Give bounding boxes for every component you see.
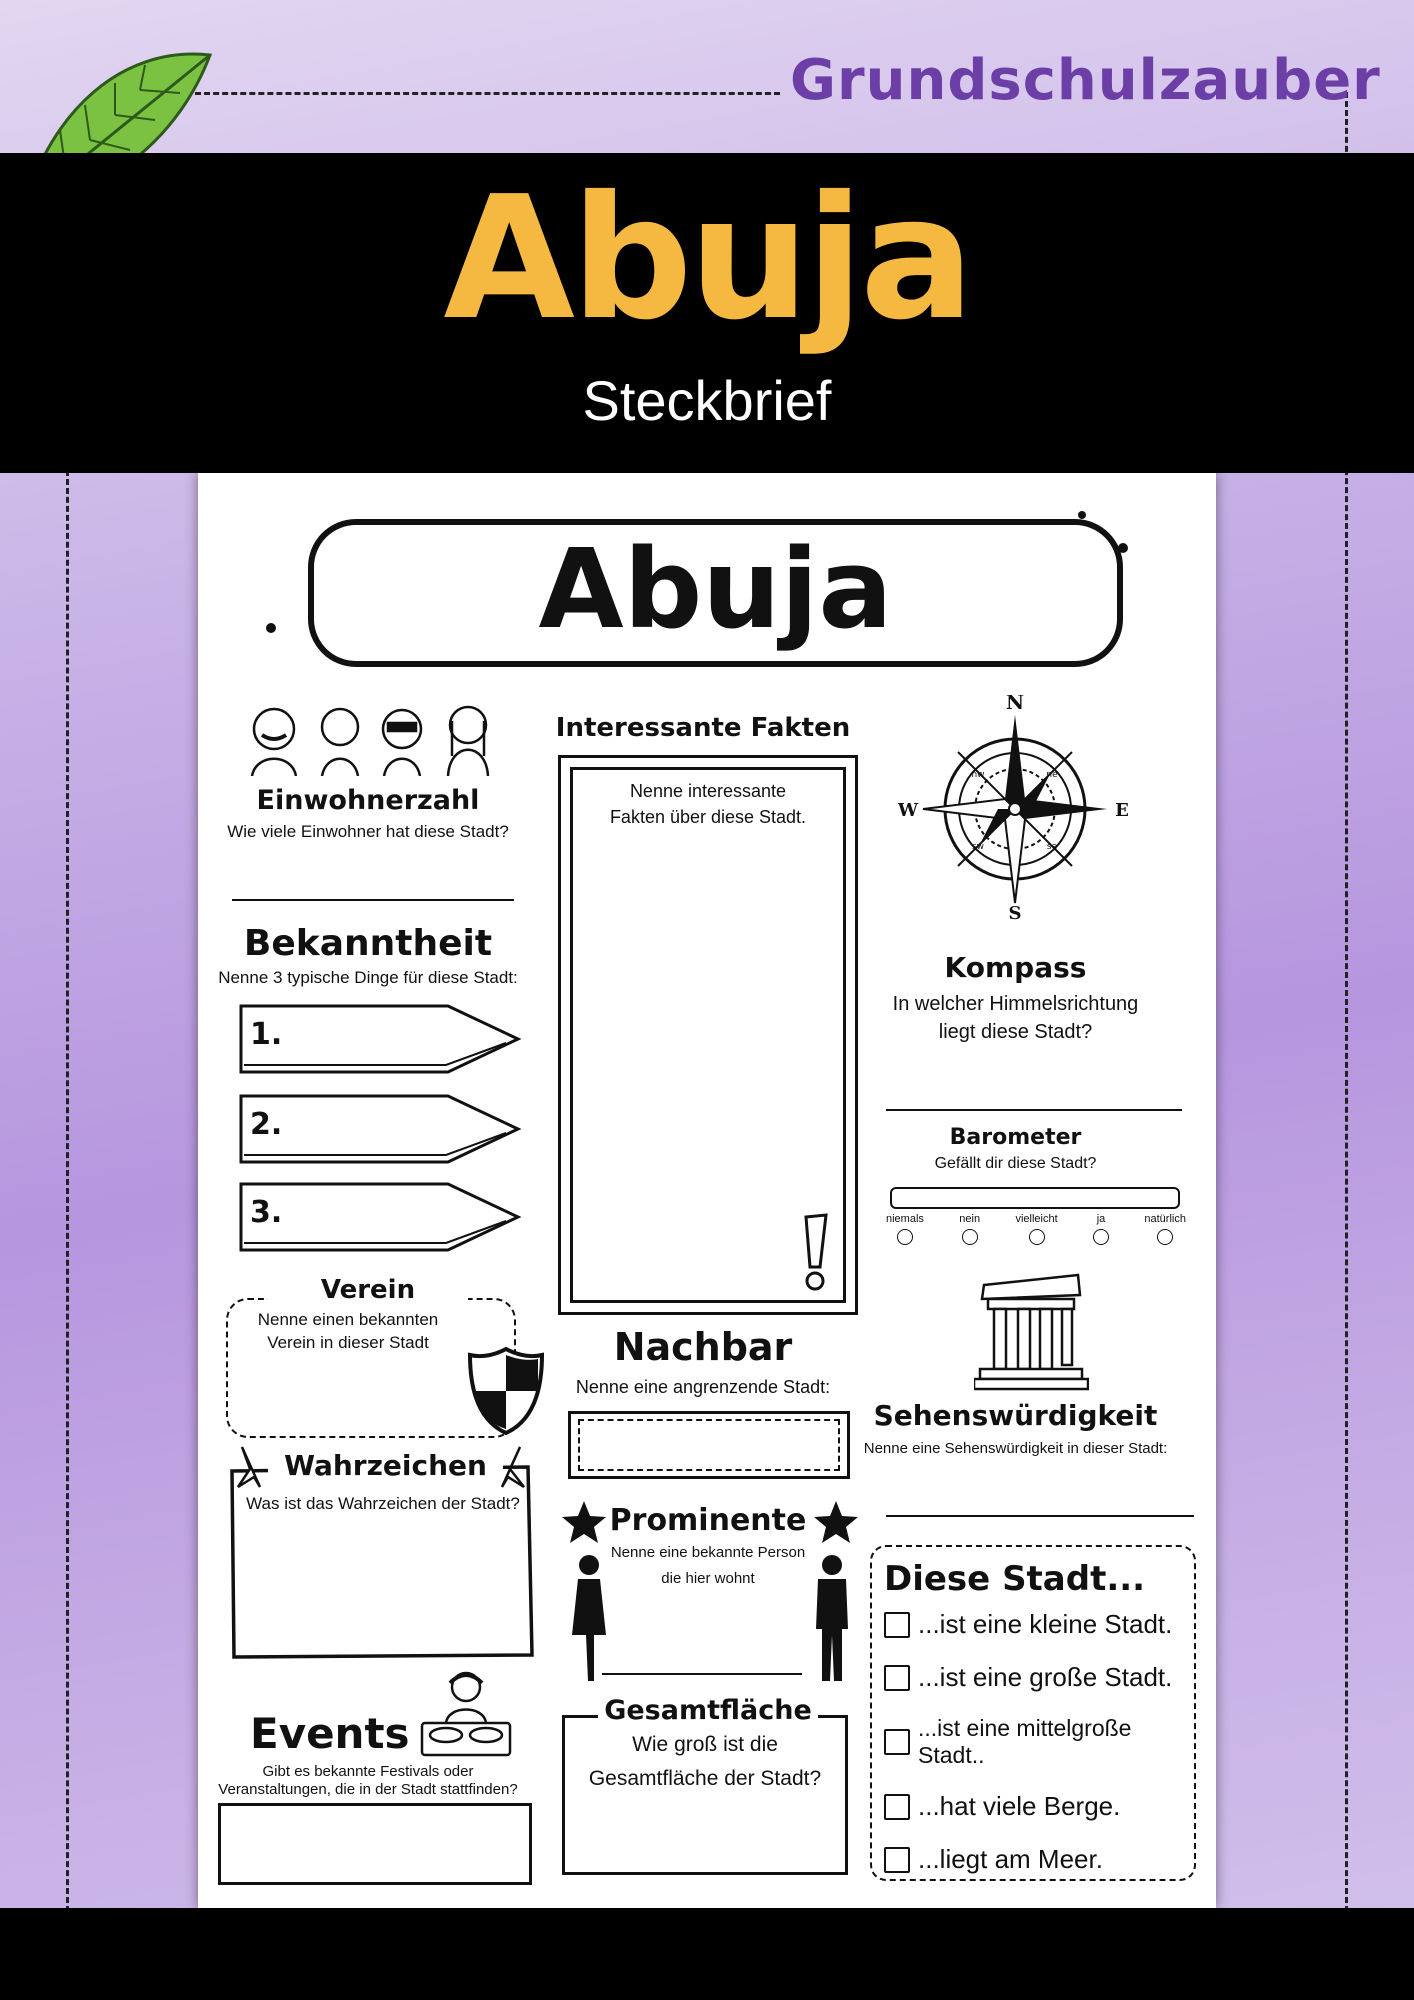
face-icon bbox=[897, 1229, 913, 1245]
events-prompt-2: Veranstaltungen, die in der Stadt stattfinden? bbox=[218, 1781, 518, 1798]
fakten-prompt-2: Fakten über diese Stadt. bbox=[609, 807, 807, 827]
shield-icon bbox=[466, 1345, 546, 1437]
bekanntheit-prompt: Nenne 3 typische Dinge für diese Stadt: bbox=[218, 968, 518, 987]
face-icon bbox=[1093, 1229, 1109, 1245]
sehenswuerdigkeit-prompt: Nenne eine Sehenswürdigkeit in dieser Stadt: bbox=[863, 1440, 1168, 1457]
prominente-heading: Prominente bbox=[609, 1503, 807, 1538]
bottom-bar bbox=[0, 1908, 1414, 2000]
barometer-ratings bbox=[886, 1213, 1186, 1245]
rating-option[interactable]: niemals bbox=[886, 1213, 924, 1245]
cover-subtitle: Steckbrief bbox=[582, 369, 832, 432]
city-title: Abuja bbox=[538, 525, 893, 653]
diese-stadt-heading: Diese Stadt... bbox=[884, 1559, 1146, 1599]
exclamation-icon bbox=[798, 1211, 834, 1293]
verein-prompt-1: Nenne einen bekannten bbox=[257, 1310, 439, 1329]
worksheet bbox=[198, 473, 1216, 1908]
kompass-prompt-2: liegt diese Stadt? bbox=[938, 1021, 1093, 1043]
compass-icon bbox=[898, 695, 1133, 920]
woman-silhouette-icon bbox=[570, 1553, 608, 1683]
star-icon bbox=[812, 1499, 860, 1545]
dashed-border-left bbox=[66, 470, 69, 1912]
compass-sw: sw bbox=[971, 842, 985, 852]
bekanntheit-item-2[interactable]: 2. bbox=[250, 1107, 283, 1142]
checkbox[interactable] bbox=[884, 1665, 910, 1691]
diese-stadt-option[interactable]: ...hat viele Berge. bbox=[884, 1791, 1190, 1822]
compass-e: E bbox=[1115, 800, 1129, 821]
compass-nw: nw bbox=[971, 770, 985, 780]
gesamtflaeche-prompt-1: Wie groß ist die bbox=[632, 1733, 778, 1756]
diese-stadt-option[interactable]: ...ist eine kleine Stadt. bbox=[884, 1609, 1190, 1640]
events-heading: Events bbox=[250, 1709, 410, 1758]
compass-n: N bbox=[1005, 695, 1025, 714]
rating-option[interactable]: nein bbox=[959, 1213, 980, 1245]
diese-stadt-options bbox=[884, 1609, 1190, 1897]
nachbar-answer-box[interactable] bbox=[578, 1419, 840, 1471]
checkbox[interactable] bbox=[884, 1794, 910, 1820]
kompass-prompt-1: In welcher Himmelsrichtung bbox=[892, 993, 1139, 1015]
einwohnerzahl-prompt: Wie viele Einwohner hat diese Stadt? bbox=[227, 822, 509, 841]
gesamtflaeche-heading: Gesamtfläche bbox=[598, 1695, 818, 1726]
bekanntheit-item-3[interactable]: 3. bbox=[250, 1195, 283, 1230]
kompass-heading: Kompass bbox=[944, 951, 1087, 984]
face-icon bbox=[1157, 1229, 1173, 1245]
dot bbox=[1078, 511, 1086, 519]
checkbox[interactable] bbox=[884, 1847, 910, 1873]
bekanntheit-heading: Bekanntheit bbox=[243, 923, 493, 964]
fakten-prompt-1: Nenne interessante bbox=[629, 781, 787, 801]
diese-stadt-option[interactable]: ...ist eine große Stadt. bbox=[884, 1662, 1190, 1693]
kompass-answer-line[interactable] bbox=[886, 1109, 1182, 1111]
compass-se: se bbox=[1046, 842, 1058, 852]
prominente-prompt-1: Nenne eine bekannte Person bbox=[610, 1544, 806, 1561]
rating-option[interactable]: ja bbox=[1093, 1213, 1109, 1245]
events-prompt-1: Gibt es bekannte Festivals oder bbox=[262, 1763, 474, 1780]
checkbox[interactable] bbox=[884, 1612, 910, 1638]
gesamtflaeche-prompt-2: Gesamtfläche der Stadt? bbox=[588, 1767, 822, 1790]
people-icon bbox=[242, 701, 504, 776]
barometer-heading: Barometer bbox=[949, 1125, 1082, 1150]
fakten-heading: Interessante Fakten bbox=[555, 713, 851, 743]
prominente-answer-line[interactable] bbox=[602, 1673, 802, 1675]
barometer-scale[interactable] bbox=[890, 1187, 1180, 1209]
brand-name: Grundschulzauber bbox=[790, 48, 1381, 113]
nachbar-heading: Nachbar bbox=[613, 1325, 793, 1369]
face-icon bbox=[962, 1229, 978, 1245]
einwohnerzahl-answer-line[interactable] bbox=[232, 899, 514, 901]
compass-s: S bbox=[1008, 903, 1022, 920]
man-silhouette-icon bbox=[812, 1553, 852, 1683]
events-answer-box[interactable] bbox=[218, 1803, 532, 1885]
verein-prompt-2: Verein in dieser Stadt bbox=[267, 1333, 429, 1352]
sehenswuerdigkeit-heading: Sehenswürdigkeit bbox=[873, 1399, 1158, 1432]
face-icon bbox=[1029, 1229, 1045, 1245]
barometer-prompt: Gefällt dir diese Stadt? bbox=[934, 1155, 1097, 1172]
compass-w: W bbox=[898, 800, 919, 821]
cover-title: Abuja bbox=[443, 160, 971, 358]
wahrzeichen-heading: Wahrzeichen bbox=[268, 1449, 503, 1482]
diese-stadt-option[interactable]: ...liegt am Meer. bbox=[884, 1844, 1190, 1875]
prominente-prompt-2: die hier wohnt bbox=[661, 1570, 755, 1587]
temple-icon bbox=[974, 1265, 1089, 1393]
dj-icon bbox=[416, 1663, 516, 1758]
rating-option[interactable]: natürlich bbox=[1144, 1213, 1186, 1245]
nachbar-prompt: Nenne eine angrenzende Stadt: bbox=[575, 1377, 831, 1397]
sehenswuerdigkeit-answer-line[interactable] bbox=[886, 1515, 1194, 1517]
dashed-border-top bbox=[195, 92, 780, 95]
compass-ne: ne bbox=[1046, 770, 1058, 780]
verein-heading: Verein bbox=[268, 1275, 468, 1305]
dot bbox=[266, 623, 276, 633]
dot bbox=[1118, 543, 1128, 553]
wahrzeichen-prompt: Was ist das Wahrzeichen der Stadt? bbox=[246, 1494, 520, 1513]
rating-option[interactable]: vielleicht bbox=[1015, 1213, 1057, 1245]
checkbox[interactable] bbox=[884, 1729, 910, 1755]
einwohnerzahl-heading: Einwohnerzahl bbox=[256, 785, 480, 816]
diese-stadt-option[interactable]: ...ist eine mittelgroße Stadt.. bbox=[884, 1715, 1190, 1769]
bekanntheit-item-1[interactable]: 1. bbox=[250, 1017, 283, 1052]
